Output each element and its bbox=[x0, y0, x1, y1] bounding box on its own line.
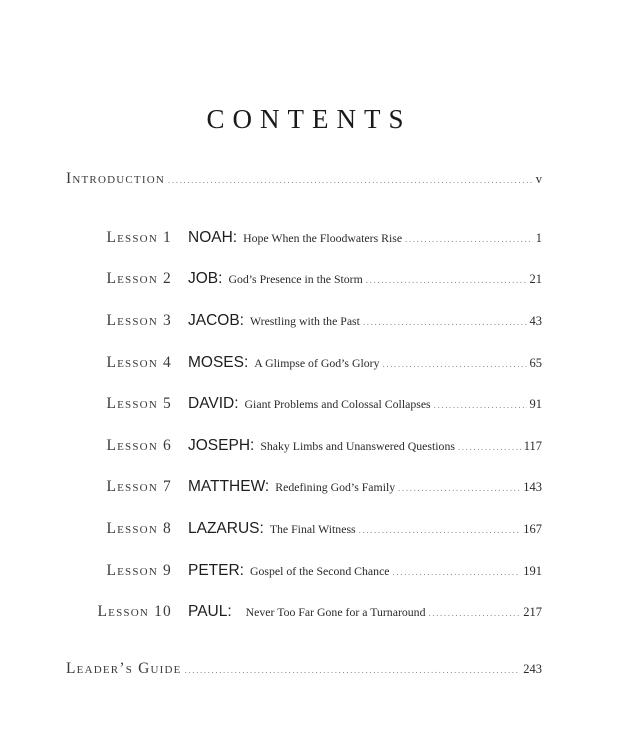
page-number: 65 bbox=[529, 356, 542, 370]
page-number: 43 bbox=[529, 314, 542, 328]
toc-entry-leaders-guide[interactable] bbox=[66, 660, 542, 678]
toc-entry-lesson-3[interactable] bbox=[92, 312, 542, 330]
dot-leader bbox=[185, 665, 521, 675]
toc-entry-lesson-2[interactable] bbox=[92, 270, 542, 288]
dot-leader bbox=[363, 317, 527, 327]
page-number: 243 bbox=[523, 662, 542, 676]
toc-entry-label: Introduction bbox=[66, 170, 166, 187]
lesson-subtitle: Never Too Far Gone for a Turnaround bbox=[245, 605, 426, 619]
toc-entry-lesson-7[interactable] bbox=[92, 478, 542, 496]
lesson-name: DAVID: bbox=[188, 395, 239, 412]
toc-entry-lesson-6[interactable] bbox=[92, 437, 542, 455]
toc-entry-lesson-1[interactable] bbox=[92, 229, 542, 247]
lesson-name: JACOB: bbox=[188, 312, 244, 329]
lesson-label: Lesson 4 bbox=[106, 354, 172, 371]
lesson-name: MOSES: bbox=[188, 354, 249, 371]
toc-entry-lesson-4[interactable] bbox=[92, 354, 542, 372]
page-number: 91 bbox=[529, 397, 542, 411]
dot-leader bbox=[428, 608, 520, 618]
dot-leader bbox=[458, 442, 521, 452]
toc-entry-introduction[interactable] bbox=[66, 170, 542, 188]
lesson-subtitle: Giant Problems and Colossal Collapses bbox=[244, 397, 431, 411]
lesson-label: Lesson 5 bbox=[106, 395, 172, 412]
lesson-name: PETER: bbox=[188, 562, 244, 579]
lesson-label: Lesson 9 bbox=[106, 562, 172, 579]
page-number: 21 bbox=[529, 272, 542, 286]
dot-leader bbox=[366, 275, 527, 285]
toc-entry-label: Leader’s Guide bbox=[66, 660, 182, 677]
page-number: v bbox=[535, 172, 542, 186]
lesson-label: Lesson 2 bbox=[106, 270, 172, 287]
page-number: 1 bbox=[535, 231, 542, 245]
lesson-subtitle: Wrestling with the Past bbox=[249, 314, 360, 328]
lesson-subtitle: God’s Presence in the Storm bbox=[228, 272, 363, 286]
lesson-subtitle: The Final Witness bbox=[269, 522, 356, 536]
lesson-label: Lesson 3 bbox=[106, 312, 172, 329]
page-number: 143 bbox=[523, 480, 542, 494]
page-number: 191 bbox=[523, 564, 542, 578]
dot-leader bbox=[398, 483, 520, 493]
lesson-label: Lesson 10 bbox=[97, 603, 172, 620]
lesson-name: PAUL: bbox=[188, 603, 232, 620]
lesson-subtitle: Shaky Limbs and Unanswered Questions bbox=[260, 439, 455, 453]
toc-entry-lesson-10[interactable] bbox=[92, 603, 542, 621]
lesson-name: LAZARUS: bbox=[188, 520, 264, 537]
dot-leader bbox=[359, 525, 521, 535]
toc-entry-lesson-5[interactable] bbox=[92, 395, 542, 413]
page-number: 117 bbox=[523, 439, 542, 453]
page-title: CONTENTS bbox=[206, 104, 412, 134]
lesson-name: NOAH: bbox=[188, 229, 238, 246]
lesson-label: Lesson 8 bbox=[106, 520, 172, 537]
dot-leader bbox=[382, 359, 526, 369]
page-number: 217 bbox=[523, 605, 542, 619]
toc-entry-lesson-8[interactable] bbox=[92, 520, 542, 538]
lesson-subtitle: Hope When the Floodwaters Rise bbox=[243, 231, 403, 245]
toc-entry-lesson-9[interactable] bbox=[92, 562, 542, 580]
lesson-subtitle: Gospel of the Second Chance bbox=[249, 564, 390, 578]
dot-leader bbox=[434, 400, 527, 410]
lesson-label: Lesson 1 bbox=[106, 229, 172, 246]
dot-leader bbox=[168, 175, 533, 185]
lesson-label: Lesson 7 bbox=[106, 478, 172, 495]
lesson-name: JOB: bbox=[188, 270, 223, 287]
lesson-name: JOSEPH: bbox=[188, 437, 255, 454]
lesson-label: Lesson 6 bbox=[106, 437, 172, 454]
lesson-name: MATTHEW: bbox=[188, 478, 270, 495]
dot-leader bbox=[405, 234, 533, 244]
lesson-subtitle: Redefining God’s Family bbox=[275, 480, 396, 494]
lesson-subtitle: A Glimpse of God’s Glory bbox=[254, 356, 380, 370]
page-number: 167 bbox=[523, 522, 542, 536]
dot-leader bbox=[393, 567, 521, 577]
